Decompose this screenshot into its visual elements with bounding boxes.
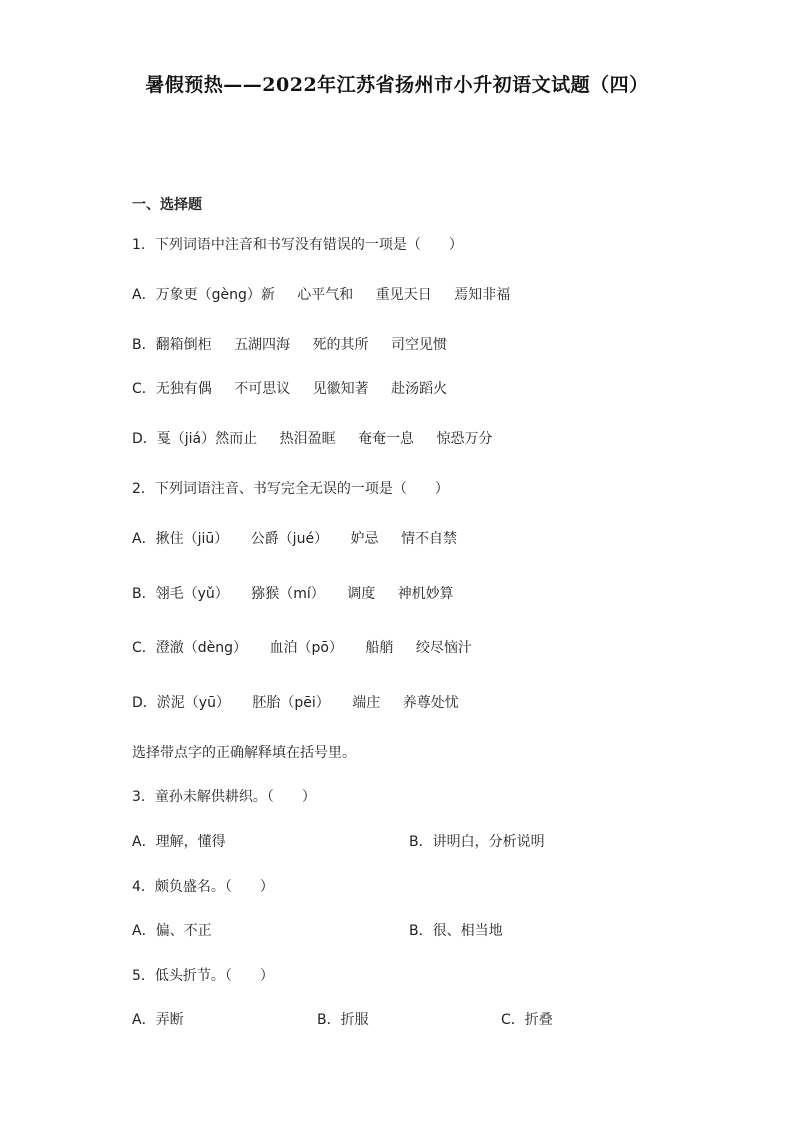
option-text: 五湖四海	[234, 337, 291, 353]
option-text: A．万象更（gèng）新	[132, 287, 275, 303]
option-b: B．讲明白，分析说明	[409, 834, 545, 850]
option-text: 不可思议	[234, 381, 291, 397]
option-text: D．戛（jiá）然而止	[132, 431, 258, 447]
option-text: C．无独有偶	[132, 381, 212, 397]
option-text: 见徽知著	[312, 381, 369, 397]
section-heading: 一、选择题	[132, 197, 202, 213]
question-4-options	[132, 920, 632, 940]
option-text: 养尊处忧	[402, 695, 459, 711]
question-2-option-d	[132, 692, 459, 712]
question-1-stem: 1．下列词语中注音和书写没有错误的一项是（ ）	[132, 237, 463, 253]
option-text: D．淤泥（yū）	[132, 695, 230, 711]
option-text: 焉知非福	[454, 287, 511, 303]
option-a: A．理解，懂得	[132, 834, 226, 850]
option-text: 绞尽恼汁	[415, 640, 472, 656]
question-2-option-c	[132, 637, 472, 657]
option-text: 调度	[347, 586, 376, 602]
option-c: C．折叠	[501, 1012, 553, 1028]
option-b: B．折服	[317, 1012, 369, 1028]
question-3-stem: 3．童孙未解供耕织。（ ）	[132, 789, 316, 805]
option-text: 妒忌	[350, 531, 379, 547]
option-text: 心平气和	[297, 287, 354, 303]
question-2-option-b	[132, 583, 454, 603]
option-a: A．弄断	[132, 1012, 184, 1028]
option-text: 赴汤蹈火	[391, 381, 448, 397]
option-text: 猕猴（mí）	[251, 586, 325, 602]
option-b: B．很、相当地	[409, 923, 503, 939]
question-4-stem: 4．颇负盛名。（ ）	[132, 879, 274, 895]
option-text: 死的其所	[312, 337, 369, 353]
option-text: 奄奄一息	[358, 431, 415, 447]
question-1-option-c	[132, 378, 447, 398]
option-text: A．揪住（jiū）	[132, 531, 229, 547]
option-text: 惊恐万分	[436, 431, 493, 447]
option-text: 热泪盈眶	[279, 431, 336, 447]
option-text: 端庄	[352, 695, 381, 711]
option-text: 胚胎（pēi）	[252, 695, 330, 711]
option-text: 血泊（pō）	[269, 640, 343, 656]
option-text: B．翻箱倒柜	[132, 337, 212, 353]
option-text: 情不自禁	[400, 531, 457, 547]
question-1-option-d	[132, 428, 493, 448]
option-text: B．翎毛（yǔ）	[132, 586, 229, 602]
instruction-text: 选择带点字的正确解释填在括号里。	[132, 745, 356, 761]
option-text: C．澄澈（dèng）	[132, 640, 248, 656]
option-text: 重见天日	[375, 287, 432, 303]
question-1-option-a	[132, 284, 510, 304]
option-a: A．偏、不正	[132, 923, 212, 939]
option-text: 船艄	[365, 640, 394, 656]
option-text: 司空见惯	[390, 337, 447, 353]
question-2-option-a	[132, 528, 457, 548]
question-3-options	[132, 831, 632, 851]
page-title: 暑假预热——2022年江苏省扬州市小升初语文试题（四）	[145, 74, 649, 96]
question-5-stem: 5．低头折节。（ ）	[132, 968, 274, 984]
option-text: 神机妙算	[397, 586, 454, 602]
question-5-options	[132, 1009, 632, 1029]
question-2-stem: 2．下列词语注音、书写完全无误的一项是（ ）	[132, 481, 449, 497]
question-1-option-b	[132, 334, 447, 354]
option-text: 公爵（jué）	[250, 531, 329, 547]
